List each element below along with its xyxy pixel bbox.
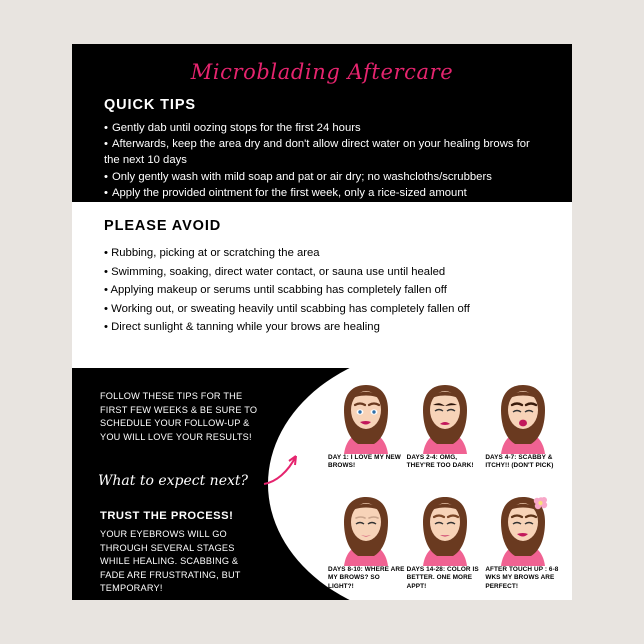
bullet: • <box>104 321 108 334</box>
quick-tips-panel <box>72 44 572 202</box>
list-item-text: Swimming, soaking, direct water contact, or sauna use until healed <box>111 265 446 278</box>
list-item-text: Apply the provided ointment for the first week, only a rice-sized amount <box>111 186 467 199</box>
list-item <box>104 281 544 300</box>
trust-heading: TRUST THE PROCESS! <box>100 510 234 522</box>
bullet: • <box>104 170 108 183</box>
flower-icon <box>534 497 547 509</box>
list-item-text: Rubbing, picking at or scratching the area <box>111 247 320 259</box>
list-item <box>104 263 544 282</box>
stage-cell <box>330 380 402 486</box>
stage-caption: DAYS 2-4: OMG, THEY'RE TOO DARK! <box>406 454 474 470</box>
bullet: • <box>104 186 108 199</box>
please-avoid-heading: PLEASE AVOID <box>104 218 222 234</box>
list-item <box>104 185 544 201</box>
please-avoid-panel <box>72 202 572 368</box>
stages-grid <box>330 380 560 598</box>
stage-cell <box>406 380 481 486</box>
list-item <box>104 300 544 319</box>
script-line: What to expect next? <box>98 473 249 489</box>
stage-caption: AFTER TOUCH UP : 6-8 WKS MY BROWS ARE PERFECT! <box>485 566 559 590</box>
list-item <box>104 318 544 337</box>
quick-tips-list <box>104 120 544 201</box>
stage-caption: DAYS 14-28: COLOR IS BETTER. ONE MORE APPT! <box>406 566 479 590</box>
list-item <box>104 120 544 136</box>
stage-cell <box>328 492 405 598</box>
please-avoid-list <box>104 244 544 337</box>
list-item-text: Applying makeup or serums until scabbing has completely fallen off <box>110 284 447 297</box>
bullet: • <box>104 302 108 315</box>
stage-cell <box>487 492 559 598</box>
figure-illustration <box>330 380 402 454</box>
woman-illustration-icon <box>330 380 402 454</box>
figure-illustration <box>409 492 481 566</box>
stage-caption: DAY 1: I LOVE MY NEW BROWS! <box>328 454 401 470</box>
bullet: • <box>104 265 108 278</box>
stage-caption: DAYS 4-7: SCABBY & ITCHY!! (DON'T PICK) <box>485 454 554 470</box>
trust-copy: YOUR EYEBROWS WILL GO THROUGH SEVERAL STAGES WHILE HEALING. SCABBING & FADE ARE FRUSTRATING, BUT TEMPORARY! <box>100 529 241 594</box>
list-item <box>104 244 544 263</box>
woman-illustration-icon <box>487 492 559 566</box>
list-item-text: Direct sunlight & tanning while your brows are healing <box>111 321 380 334</box>
stage-cell <box>487 380 559 486</box>
stages-panel <box>72 368 572 600</box>
figure-illustration <box>487 380 559 454</box>
list-item-text: Only gently wash with mild soap and pat or air dry; no washcloths/scrubbers <box>111 170 492 183</box>
woman-illustration-icon <box>409 492 481 566</box>
woman-illustration-icon <box>330 492 402 566</box>
figure-illustration <box>330 492 402 566</box>
bullet: • <box>104 284 108 297</box>
figure-illustration <box>487 492 559 566</box>
stage-caption: DAYS 8-10: WHERE ARE MY BROWS? SO LIGHT?! <box>328 566 405 590</box>
woman-illustration-icon <box>409 380 481 454</box>
list-item-text: Working out, or sweating heavily until scabbing has completely fallen off <box>111 302 470 315</box>
bullet: • <box>104 138 108 151</box>
list-item-text: Afterwards, keep the area dry and don't allow direct water on your healing brows for the next 10 days <box>104 138 530 167</box>
follow-tips-text: FOLLOW THESE TIPS FOR THE FIRST FEW WEEKS & BE SURE TO SCHEDULE YOUR FOLLOW-UP & YOU WILL LOVE YOUR RESULTS! <box>100 391 258 442</box>
aftercare-card <box>72 44 572 600</box>
arrow-icon <box>262 448 302 488</box>
bullet: • <box>104 247 108 259</box>
bullet: • <box>104 122 108 134</box>
woman-illustration-icon <box>487 380 559 454</box>
list-item <box>104 169 544 185</box>
list-item <box>104 136 544 168</box>
list-item-text: Gently dab until oozing stops for the first 24 hours <box>111 122 361 134</box>
page-title: Microblading Aftercare <box>190 60 454 84</box>
figure-illustration <box>409 380 481 454</box>
quick-tips-heading: QUICK TIPS <box>104 97 196 113</box>
stage-cell <box>406 492 481 598</box>
